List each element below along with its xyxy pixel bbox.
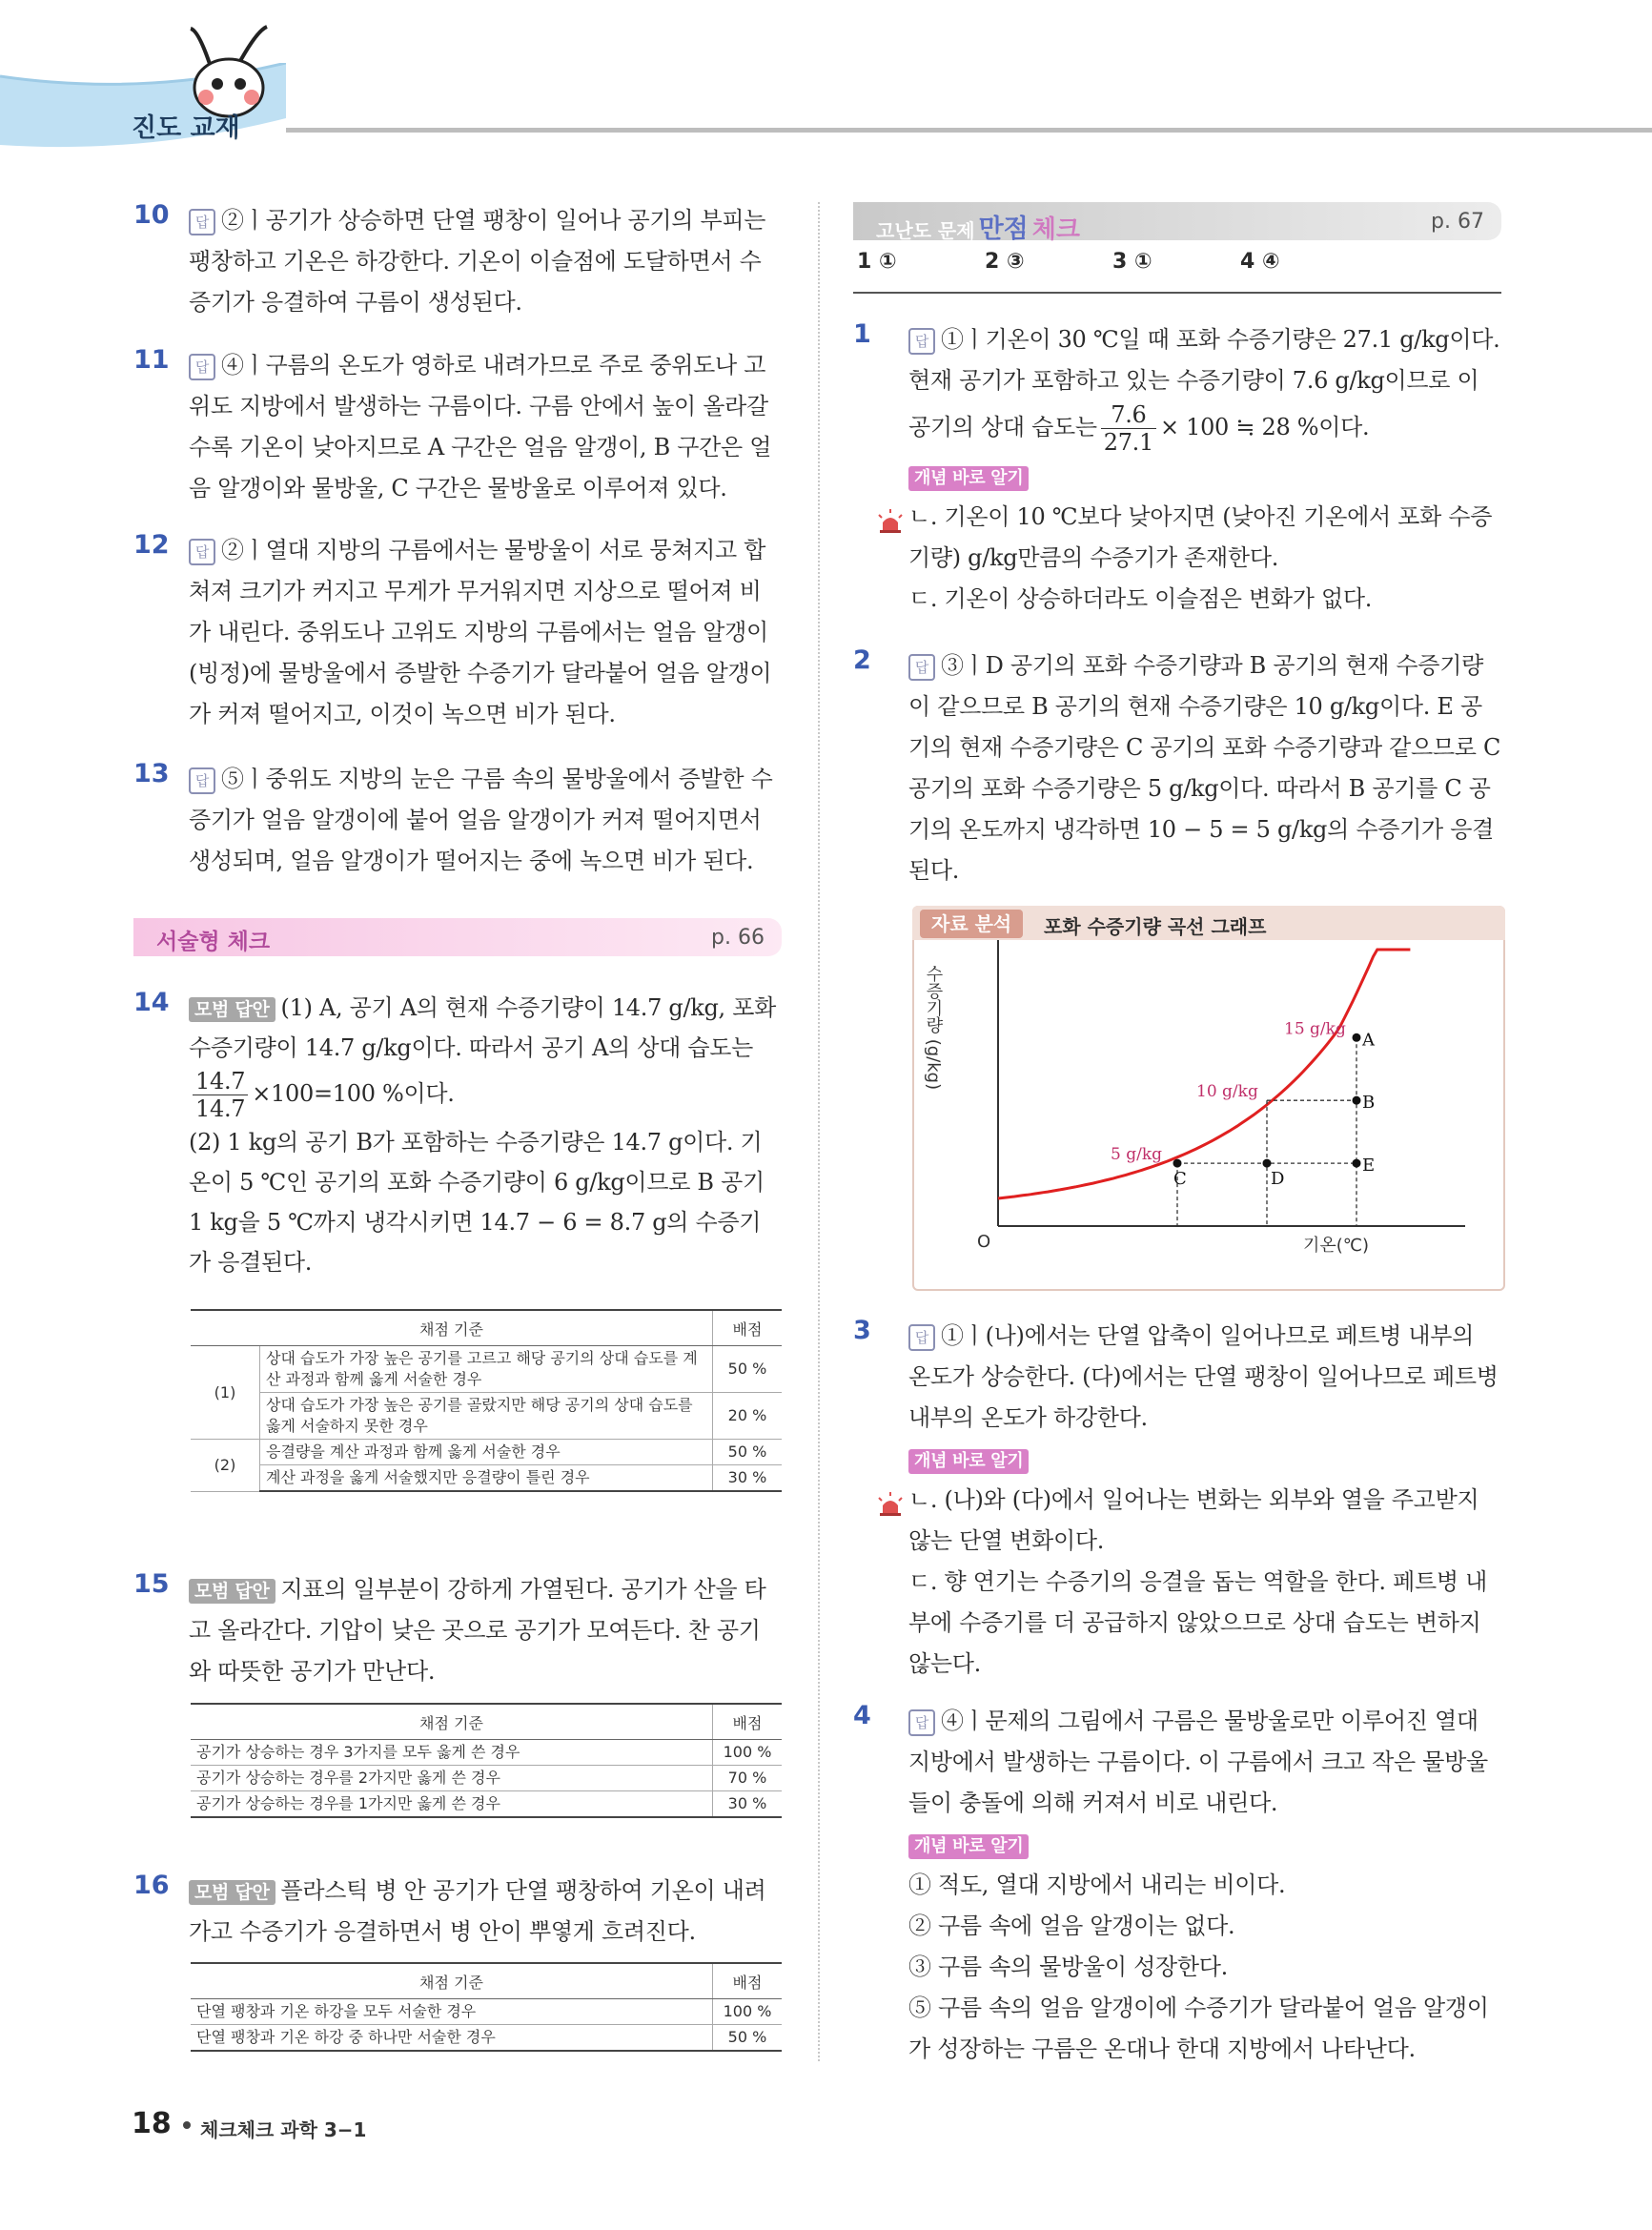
- level-label: 15 g/kg: [1284, 1019, 1346, 1039]
- question-number: 14: [133, 988, 170, 1017]
- data-point-a: [1353, 1033, 1361, 1042]
- model-answer-tag: 모범 답안: [189, 997, 275, 1022]
- footer-bullet: [183, 2121, 191, 2129]
- table-cell: 70 %: [713, 1766, 783, 1791]
- question-number: 11: [133, 345, 170, 375]
- table-row-label: (1): [191, 1346, 260, 1440]
- concept-tag: 개념 바로 알기: [908, 1834, 1029, 1859]
- answer-14: [133, 988, 782, 1282]
- scoring-table-15: [191, 1703, 782, 1818]
- level-label: 5 g/kg: [1111, 1145, 1163, 1165]
- point-label: C: [1173, 1169, 1187, 1190]
- point-label: A: [1362, 1030, 1375, 1051]
- answer-text: ②ㅣ열대 지방의 구름에서는 물방울이 서로 뭉쳐지고 합쳐져 크기가 커지고 무게가 무거워지면 지상으로 떨어져 비가 내린다. 중위도나 고위도 지방의 구름에서는 얼음 알갱이(빙정)에 물방울에서 증발한 수증기가 달라붙어 얼음 알갱이가 커져 떨어지고, 이것이 녹으면 비가 된다.: [189, 537, 772, 727]
- table-cell: 50 %: [713, 1440, 783, 1465]
- banner-post: 체크: [1031, 215, 1080, 244]
- siren-icon: [876, 1492, 905, 1517]
- quick-answer: 4 ④: [1240, 250, 1280, 274]
- banner-pre: 고난도 문제: [876, 219, 975, 242]
- table-cell: 공기가 상승하는 경우 3가지를 모두 옳게 쓴 경우: [191, 1740, 713, 1766]
- question-number: 13: [133, 759, 170, 788]
- answer-tag: 답: [908, 328, 935, 355]
- quick-answer: 3 ①: [1112, 250, 1152, 274]
- answer-text: (1) A, 공기 A의 현재 수증기량이 14.7 g/kg, 포화 수증기량이 14.7 g/kg이다. 따라서 공기 A의 상대 습도는: [189, 994, 776, 1061]
- level-label: 10 g/kg: [1196, 1082, 1258, 1102]
- table-cell: 100 %: [713, 1740, 783, 1766]
- banner-page: p. 67: [1431, 210, 1484, 234]
- chart-title: 포화 수증기량 곡선 그래프: [1044, 915, 1267, 938]
- concept-tag: 개념 바로 알기: [908, 466, 1029, 491]
- quick-answers: [853, 250, 1501, 284]
- hard-answer-2: [853, 645, 1501, 891]
- saturation-curve-chart: [912, 940, 1501, 1283]
- denominator: 27.1: [1103, 429, 1153, 456]
- data-point-e: [1353, 1159, 1361, 1168]
- header-rule: [286, 128, 1652, 133]
- saturation-curve: [998, 950, 1410, 1198]
- answer-text: ⑤ㅣ중위도 지방의 눈은 구름 속의 물방울에서 증발한 수증기가 얼음 알갱이에 붙어 얼음 알갱이가 커져 떨어지면서 생성되며, 얼음 알갱이가 떨어지는 중에 녹으면 비가 된다.: [189, 766, 773, 874]
- question-number: 12: [133, 530, 170, 560]
- point-label: E: [1362, 1156, 1376, 1176]
- answer-10: [133, 200, 782, 323]
- answer-text: ③ㅣD 공기의 포화 수증기량과 B 공기의 현재 수증기량이 같으므로 B 공기의 현재 수증기량은 10 g/kg이다. E 공기의 현재 수증기량은 C 공기의 포화 수증기량과 같으므로 C 공기의 포화 수증기량은 5 g/kg이다. 따라서 B 공기를 C 공기의 온도까지 냉각하면 10 − 5 = 5 g/kg의 수증기가 응결된다.: [908, 652, 1501, 884]
- question-number: 10: [133, 200, 170, 230]
- table-cell: 50 %: [713, 1346, 783, 1393]
- banner-page: p. 66: [711, 926, 765, 950]
- answer-text: ④ㅣ구름의 온도가 영하로 내려가므로 주로 중위도나 고위도 지방에서 발생하는 구름이다. 구름 안에서 높이 올라갈수록 기온이 낮아지므로 A 구간은 얼음 알갱이, B 구간은 얼음 알갱이와 물방울, C 구간은 물방울로 이루어져 있다.: [189, 352, 772, 501]
- quick-answers-rule: [853, 292, 1501, 294]
- question-number: 1: [853, 319, 871, 349]
- table-cell: 상대 습도가 가장 높은 공기를 골랐지만 해당 공기의 상대 습도를 옳게 서술하지 못한 경우: [260, 1393, 713, 1440]
- table-cell: 공기가 상승하는 경우를 2가지만 옳게 쓴 경우: [191, 1766, 713, 1791]
- quick-answer: 1 ①: [857, 250, 897, 274]
- table-cell: 20 %: [713, 1393, 783, 1440]
- answer-tag: 답: [189, 209, 215, 235]
- answer-text: ④ㅣ문제의 그림에서 구름은 물방울로만 이루어진 열대 지방에서 발생하는 구름이다. 이 구름에서 크고 작은 물방울들이 충돌에 의해 커져서 비로 내린다.: [908, 1708, 1488, 1816]
- data-analysis-tag: 자료 분석: [920, 910, 1023, 938]
- concept-text: ㄷ. 향 연기는 수증기의 응결을 돕는 역할을 한다. 페트병 내부에 수증기를 더 공급하지 않았으므로 상대 습도는 변하지 않는다.: [908, 1568, 1487, 1677]
- model-answer-tag: 모범 답안: [189, 1880, 275, 1905]
- y-axis-label: 수증기량 (g/kg): [923, 965, 944, 1091]
- book-title: 체크체크 과학 3−1: [200, 2118, 367, 2141]
- concept-text: ① 적도, 열대 지방에서 내리는 비이다.: [908, 1872, 1286, 1898]
- answer-tag: 답: [189, 354, 215, 380]
- scoring-table-14: [191, 1309, 782, 1492]
- concept-text: ㄴ. (나)와 (다)에서 일어나는 변화는 외부와 열을 주고받지 않는 단열 변화이다.: [908, 1486, 1479, 1554]
- fraction: [1101, 401, 1156, 456]
- answer-tag: 답: [908, 1324, 935, 1351]
- denominator: 14.7: [195, 1095, 246, 1122]
- question-number: 2: [853, 645, 871, 675]
- hard-answer-4: [853, 1701, 1501, 2070]
- question-number: 16: [133, 1871, 170, 1900]
- numerator: 14.7: [193, 1068, 248, 1095]
- table-cell: 30 %: [713, 1791, 783, 1818]
- banner-title: [876, 208, 1080, 245]
- origin-label: O: [977, 1232, 991, 1252]
- section-label: 진도 교재: [132, 113, 240, 143]
- answer-text: ②ㅣ공기가 상승하면 단열 팽창이 일어나 공기의 부피는 팽창하고 기온은 하강한다. 기온이 이슬점에 도달하면서 수증기가 응결하여 구름이 생성된다.: [189, 207, 766, 316]
- question-number: 4: [853, 1701, 871, 1730]
- hard-answer-1: [853, 319, 1501, 620]
- answer-11: [133, 345, 782, 509]
- table-header: 채점 기준: [191, 1963, 713, 1999]
- table-row-label: (2): [191, 1440, 260, 1492]
- table-cell: 단열 팽창과 기온 하강 중 하나만 서술한 경우: [191, 2025, 713, 2052]
- numerator: 7.6: [1101, 401, 1156, 429]
- x-axis-label: 기온(℃): [1303, 1236, 1370, 1256]
- question-number: 3: [853, 1316, 871, 1345]
- concept-text: ㄴ. 기온이 10 ℃보다 낮아지면 (낮아진 기온에서 포화 수증기량) g/kg만큼의 수증기가 존재한다.: [908, 503, 1493, 571]
- table-cell: 응결량을 계산 과정과 함께 옳게 서술한 경우: [260, 1440, 713, 1465]
- concept-line: [908, 503, 1492, 571]
- answer-tag: 답: [908, 1709, 935, 1736]
- table-cell: 100 %: [713, 1999, 783, 2025]
- answer-tag: 답: [908, 654, 935, 681]
- concept-text: ㄷ. 기온이 상승하더라도 이슬점은 변화가 없다.: [908, 585, 1373, 612]
- answer-text: ×100=100 %이다.: [252, 1080, 455, 1107]
- fraction: [193, 1068, 248, 1122]
- table-cell: 50 %: [713, 2025, 783, 2052]
- siren-icon: [876, 509, 905, 534]
- table-header: 채점 기준: [191, 1310, 713, 1346]
- banner-main: 만점: [978, 215, 1029, 244]
- table-header: 배점: [713, 1704, 783, 1740]
- answer-13: [133, 759, 782, 882]
- question-number: 15: [133, 1569, 170, 1599]
- hard-answer-3: [853, 1316, 1501, 1685]
- answer-15: [133, 1569, 782, 1692]
- concept-text: ⑤ 구름 속의 얼음 알갱이에 수증기가 달라붙어 얼음 알갱이가 성장하는 구름은 온대나 한대 지방에서 나타난다.: [908, 1995, 1489, 2062]
- column-divider: [818, 202, 820, 2061]
- banner-title: 서술형 체크: [156, 930, 271, 954]
- data-point-c: [1173, 1159, 1182, 1168]
- answer-text: ①ㅣ(나)에서는 단열 압축이 일어나므로 페트병 내부의 온도가 상승한다. (다)에서는 단열 팽창이 일어나므로 페트병 내부의 온도가 하강한다.: [908, 1322, 1499, 1431]
- concept-tag: 개념 바로 알기: [908, 1449, 1029, 1474]
- data-point-d: [1263, 1159, 1272, 1168]
- table-cell: 상대 습도가 가장 높은 공기를 고르고 해당 공기의 상대 습도를 계산 과정과 함께 옳게 서술한 경우: [260, 1346, 713, 1393]
- point-label: B: [1362, 1093, 1376, 1114]
- table-cell: 계산 과정을 옳게 서술했지만 응결량이 틀린 경우: [260, 1465, 713, 1492]
- page-number: 18: [132, 2107, 172, 2140]
- answer-text: 지표의 일부분이 강하게 가열된다. 공기가 산을 타고 올라간다. 기압이 낮은 곳으로 공기가 모여든다. 찬 공기와 따뜻한 공기가 만난다.: [189, 1576, 766, 1685]
- essay-check-banner: [133, 918, 782, 956]
- table-header: 배점: [713, 1963, 783, 1999]
- model-answer-tag: 모범 답안: [189, 1579, 275, 1604]
- concept-line: [908, 1486, 1479, 1554]
- table-header: 배점: [713, 1310, 783, 1346]
- answer-text: (2) 1 kg의 공기 B가 포함하는 수증기량은 14.7 g이다. 기온이 5 ℃인 공기의 포화 수증기량이 6 g/kg이므로 B 공기 1 kg을 5 ℃까지 냉각시키면 14.7 − 6 = 8.7 g의 수증기가 응결된다.: [189, 1129, 765, 1276]
- answer-16: [133, 1871, 782, 1953]
- answer-text: × 100 ≒ 28 %이다.: [1159, 414, 1370, 440]
- answer-tag: 답: [189, 539, 215, 565]
- hard-problem-banner: [853, 202, 1501, 244]
- concept-text: ③ 구름 속의 물방울이 성장한다.: [908, 1954, 1228, 1980]
- table-cell: 단열 팽창과 기온 하강을 모두 서술한 경우: [191, 1999, 713, 2025]
- table-cell: 30 %: [713, 1465, 783, 1492]
- answer-text: 플라스틱 병 안 공기가 단열 팽창하여 기온이 내려가고 수증기가 응결하면서 병 안이 뿌옇게 흐려진다.: [189, 1877, 766, 1945]
- point-label: D: [1271, 1169, 1285, 1190]
- data-point-b: [1353, 1096, 1361, 1105]
- answer-12: [133, 530, 782, 735]
- answer-tag: 답: [189, 767, 215, 794]
- scoring-table-16: [191, 1962, 782, 2052]
- table-header: 채점 기준: [191, 1704, 713, 1740]
- table-cell: 공기가 상승하는 경우를 1가지만 옳게 쓴 경우: [191, 1791, 713, 1818]
- quick-answer: 2 ③: [985, 250, 1025, 274]
- concept-text: ② 구름 속에 얼음 알갱이는 없다.: [908, 1913, 1235, 1939]
- answer-text: ①ㅣ기온이 30 ℃일 때 포화 수증기량은 27.1 g/kg이다. 현재 공기가 포함하고 있는 수증기량이 7.6 g/kg이므로 이 공기의 상대 습도는: [908, 326, 1500, 440]
